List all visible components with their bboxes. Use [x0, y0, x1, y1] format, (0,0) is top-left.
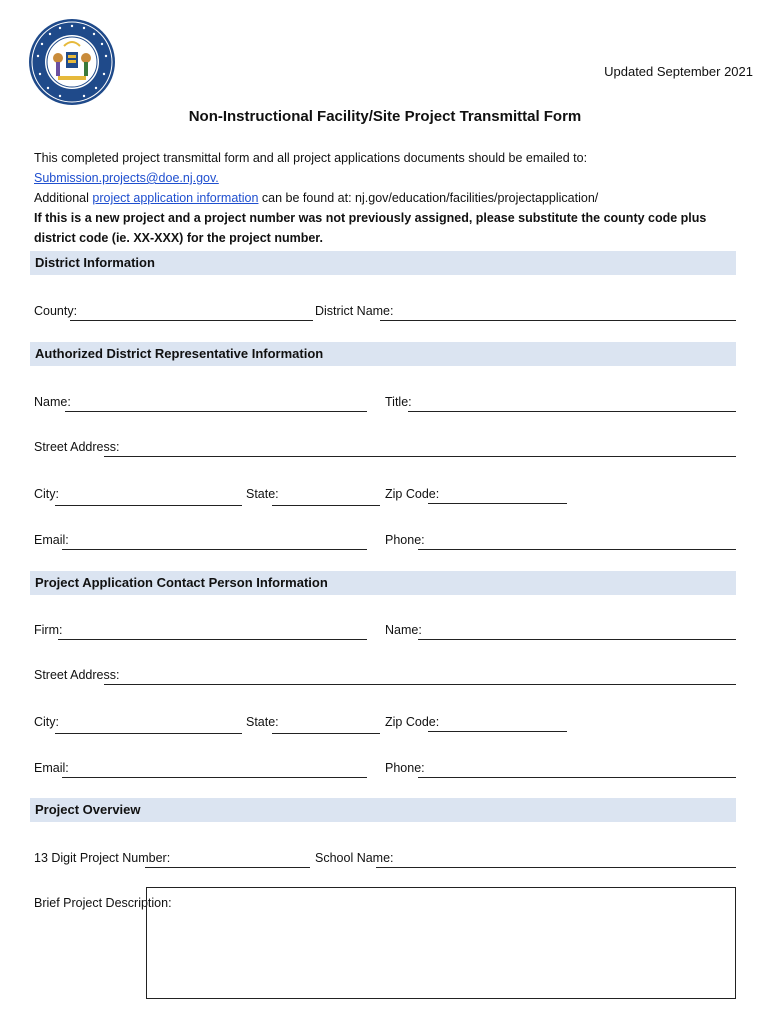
nj-department-of-education-seal: [28, 18, 116, 106]
intro-line1: This completed project transmittal form and all project applications documents should be emailed to:: [34, 151, 588, 165]
rep-phone-field[interactable]: [418, 549, 736, 550]
section-district-information: District Information: [30, 251, 736, 275]
rep-phone-label: Phone:: [385, 533, 425, 547]
rep-email-label: Email:: [34, 533, 69, 547]
project-application-info-link[interactable]: project application information: [92, 191, 259, 205]
section-authorized-representative: Authorized District Representative Information: [30, 342, 736, 366]
rep-city-field[interactable]: [55, 505, 242, 506]
rep-city-label: City:: [34, 487, 59, 501]
section-contact-person: Project Application Contact Person Information: [30, 571, 736, 595]
intro-line2-prefix: Additional: [34, 191, 93, 205]
rep-name-label: Name:: [34, 395, 71, 409]
intro-text: [34, 148, 746, 248]
school-name-field[interactable]: [376, 867, 736, 868]
project-number-note: If this is a new project and a project number was not previously assigned, please substitute the county code plus district code (ie. XX-XXX) for the project number.: [34, 211, 707, 245]
project-number-label: 13 Digit Project Number:: [34, 851, 171, 865]
contact-name-field[interactable]: [418, 639, 736, 640]
district-name-label: District Name:: [315, 304, 394, 318]
form-title: Non-Instructional Facility/Site Project Transmittal Form: [188, 108, 582, 125]
project-number-field[interactable]: [145, 867, 310, 868]
contact-phone-label: Phone:: [385, 761, 425, 775]
contact-name-label: Name:: [385, 623, 422, 637]
school-name-label: School Name:: [315, 851, 394, 865]
county-label: County:: [34, 304, 78, 318]
contact-email-label: Email:: [34, 761, 69, 775]
rep-email-field[interactable]: [62, 549, 367, 550]
contact-city-label: City:: [34, 715, 59, 729]
contact-firm-field[interactable]: [58, 639, 367, 640]
contact-phone-field[interactable]: [418, 777, 736, 778]
rep-state-label: State:: [246, 487, 279, 501]
contact-email-field[interactable]: [62, 777, 367, 778]
rep-title-label: Title:: [385, 395, 412, 409]
contact-city-field[interactable]: [55, 733, 242, 734]
rep-title-field[interactable]: [408, 411, 736, 412]
rep-street-field[interactable]: [104, 456, 736, 457]
project-description-label: Brief Project Description:: [34, 896, 172, 910]
contact-street-field[interactable]: [104, 684, 736, 685]
contact-state-label: State:: [246, 715, 279, 729]
contact-zip-field[interactable]: [428, 731, 567, 732]
district-name-field[interactable]: [380, 320, 736, 321]
rep-zip-field[interactable]: [428, 503, 567, 504]
rep-street-label: Street Address:: [34, 440, 120, 454]
submission-email-link[interactable]: Submission.projects@doe.nj.gov.: [34, 171, 219, 185]
updated-date: Updated September 2021: [604, 64, 753, 79]
section-project-overview: Project Overview: [30, 798, 736, 822]
intro-line2-suffix: can be found at: nj.gov/education/facilities/projectapplication/: [258, 191, 599, 205]
contact-firm-label: Firm:: [34, 623, 63, 637]
contact-state-field[interactable]: [272, 733, 380, 734]
rep-name-field[interactable]: [65, 411, 367, 412]
project-description-textarea[interactable]: [146, 887, 736, 999]
contact-street-label: Street Address:: [34, 668, 120, 682]
county-field[interactable]: [70, 320, 313, 321]
rep-zip-label: Zip Code:: [385, 487, 440, 501]
contact-zip-label: Zip Code:: [385, 715, 440, 729]
rep-state-field[interactable]: [272, 505, 380, 506]
